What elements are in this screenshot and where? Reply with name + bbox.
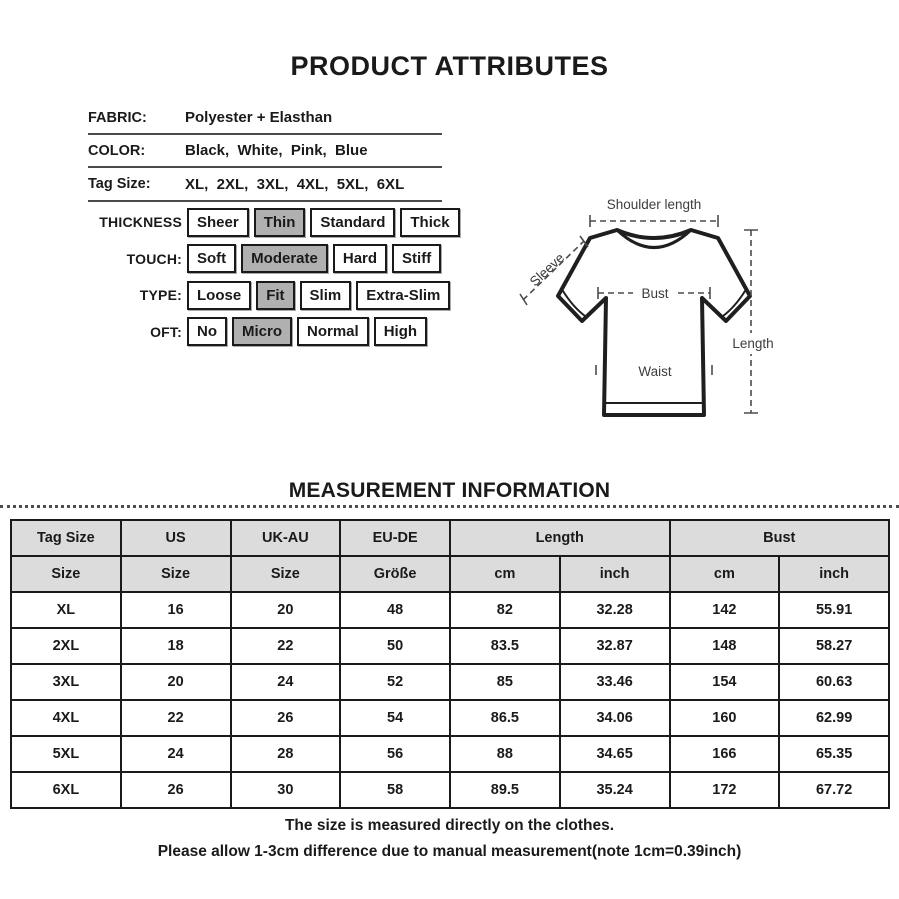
page-title: PRODUCT ATTRIBUTES <box>290 51 609 81</box>
table-row <box>11 736 889 772</box>
table-row <box>11 700 889 736</box>
cell: 88 <box>450 736 560 772</box>
cell: 5XL <box>11 736 121 772</box>
shoulder-length-label: Shoulder length <box>606 197 702 212</box>
attribute-row-color <box>88 135 442 168</box>
sleeve-label: Sleeve <box>526 250 568 290</box>
option-row-oft <box>88 314 460 351</box>
cell: 142 <box>670 592 780 628</box>
cell: 6XL <box>11 772 121 808</box>
attribute-row-fabric <box>88 102 442 135</box>
cell: 89.5 <box>450 772 560 808</box>
cell: 32.87 <box>560 628 670 664</box>
subcol-bust-cm: cm <box>670 556 780 592</box>
tag-size-value: XL, 2XL, 3XL, 4XL, 5XL, 6XL <box>185 175 405 193</box>
option-row-thickness <box>88 204 460 241</box>
cell: 58.27 <box>779 628 889 664</box>
oft-option-high[interactable]: High <box>374 317 427 346</box>
col-bust: Bust <box>670 520 890 556</box>
cell: 60.63 <box>779 664 889 700</box>
touch-option-stiff[interactable]: Stiff <box>392 244 441 273</box>
option-rows <box>88 204 460 350</box>
thickness-option-standard[interactable]: Standard <box>310 208 395 237</box>
note-line-1: The size is measured directly on the clothes. <box>284 817 615 834</box>
cell: 24 <box>231 664 341 700</box>
cell: 3XL <box>11 664 121 700</box>
table-row <box>11 592 889 628</box>
col-us: US <box>121 520 231 556</box>
cell: 2XL <box>11 628 121 664</box>
color-value: Black, White, Pink, Blue <box>185 142 368 159</box>
cell: 16 <box>121 592 231 628</box>
cell: 166 <box>670 736 780 772</box>
thickness-option-thin[interactable]: Thin <box>254 208 306 237</box>
col-length: Length <box>450 520 670 556</box>
subcol-size-1: Size <box>11 556 121 592</box>
note-line-2: Please allow 1-3cm difference due to manual measurement(note 1cm=0.39inch) <box>157 843 742 860</box>
oft-option-normal[interactable]: Normal <box>297 317 369 346</box>
subcol-length-cm: cm <box>450 556 560 592</box>
fabric-value: Polyester + Elasthan <box>185 109 333 126</box>
cell: 18 <box>121 628 231 664</box>
type-option-slim[interactable]: Slim <box>300 281 352 310</box>
cell: 35.24 <box>560 772 670 808</box>
cell: 160 <box>670 700 780 736</box>
cell: 65.35 <box>779 736 889 772</box>
type-option-extra-slim[interactable]: Extra-Slim <box>356 281 450 310</box>
subcol-groesse: Größe <box>340 556 450 592</box>
cell: 67.72 <box>779 772 889 808</box>
cell: XL <box>11 592 121 628</box>
cell: 154 <box>670 664 780 700</box>
option-row-touch <box>88 241 460 278</box>
tag-size-label: Tag Size: <box>88 176 151 192</box>
oft-option-no[interactable]: No <box>187 317 227 346</box>
cell: 48 <box>340 592 450 628</box>
thickness-label: THICKNESS <box>99 214 182 231</box>
cell: 26 <box>121 772 231 808</box>
type-option-loose[interactable]: Loose <box>187 281 251 310</box>
attributes-list <box>88 102 442 202</box>
cell: 82 <box>450 592 560 628</box>
cell: 26 <box>231 700 341 736</box>
table-row <box>11 772 889 808</box>
cell: 55.91 <box>779 592 889 628</box>
cell: 22 <box>121 700 231 736</box>
attribute-row-tag-size <box>88 168 442 202</box>
cell: 86.5 <box>450 700 560 736</box>
measurement-title: MEASUREMENT INFORMATION <box>288 479 611 502</box>
cell: 22 <box>231 628 341 664</box>
size-table <box>10 519 890 809</box>
cell: 148 <box>670 628 780 664</box>
table-row <box>11 664 889 700</box>
touch-option-moderate[interactable]: Moderate <box>241 244 328 273</box>
cell: 58 <box>340 772 450 808</box>
cell: 28 <box>231 736 341 772</box>
dotted-divider <box>0 505 899 508</box>
tshirt-measurement-diagram <box>518 183 800 437</box>
measurement-notes <box>0 817 899 869</box>
cell: 4XL <box>11 700 121 736</box>
table-header-row-1 <box>11 520 889 556</box>
subcol-size-3: Size <box>231 556 341 592</box>
table-row <box>11 628 889 664</box>
subcol-size-2: Size <box>121 556 231 592</box>
type-option-fit[interactable]: Fit <box>256 281 294 310</box>
cell: 54 <box>340 700 450 736</box>
cell: 56 <box>340 736 450 772</box>
type-label: TYPE: <box>139 287 182 304</box>
cell: 172 <box>670 772 780 808</box>
cell: 62.99 <box>779 700 889 736</box>
cell: 30 <box>231 772 341 808</box>
col-uk-au: UK-AU <box>231 520 341 556</box>
cell: 20 <box>231 592 341 628</box>
oft-option-micro[interactable]: Micro <box>232 317 292 346</box>
waist-label: Waist <box>638 364 672 379</box>
cell: 52 <box>340 664 450 700</box>
cell: 20 <box>121 664 231 700</box>
cell: 24 <box>121 736 231 772</box>
col-eu-de: EU-DE <box>340 520 450 556</box>
oft-label: OFT: <box>150 323 182 340</box>
touch-option-soft[interactable]: Soft <box>187 244 236 273</box>
table-header-row-2 <box>11 556 889 592</box>
subcol-length-inch: inch <box>560 556 670 592</box>
fabric-label: FABRIC: <box>88 109 147 126</box>
col-tag-size: Tag Size <box>11 520 121 556</box>
option-row-type <box>88 277 460 314</box>
cell: 34.06 <box>560 700 670 736</box>
touch-label: TOUCH: <box>126 250 182 267</box>
bust-label: Bust <box>641 286 669 301</box>
tshirt-body-outline <box>558 230 750 415</box>
subcol-bust-inch: inch <box>779 556 889 592</box>
thickness-option-thick[interactable]: Thick <box>400 208 459 237</box>
thickness-option-sheer[interactable]: Sheer <box>187 208 249 237</box>
cell: 33.46 <box>560 664 670 700</box>
color-label: COLOR: <box>88 142 146 159</box>
cell: 34.65 <box>560 736 670 772</box>
length-label: Length <box>732 336 774 351</box>
cell: 85 <box>450 664 560 700</box>
cell: 50 <box>340 628 450 664</box>
touch-option-hard[interactable]: Hard <box>333 244 387 273</box>
cell: 83.5 <box>450 628 560 664</box>
cell: 32.28 <box>560 592 670 628</box>
